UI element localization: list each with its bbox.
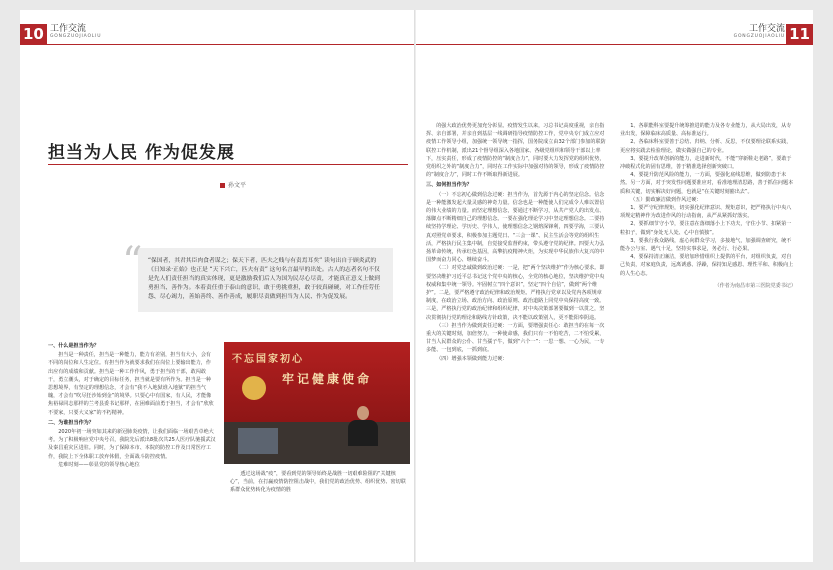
left-column-2 — [230, 470, 408, 495]
author-signoff: （作者为南昌市第三医院党委书记） — [714, 282, 796, 289]
photo-banner-1: 不忘国家初心 — [232, 354, 304, 365]
heading-what: 一、什么是担当作为？ — [48, 343, 99, 349]
photo-banner-2: 牢记健康使命 — [282, 372, 373, 386]
section-subtitle: GONGZUOJIAOLIU — [50, 34, 102, 39]
list-item: 4、要保持清正廉洁，要培加珍惜组织上提供的平台，对组织负责，对自己负责，对家庭负责，远离诱惑、浮躁，保持知足感恩、理性平和、积极向上的人生心态。 — [620, 254, 794, 277]
paragraph: （四）增强本领做到能力过硬： — [436, 355, 508, 362]
paragraph: 2020年初一场突如其来的新冠肺炎疫情，让我们面临一场艰苦卓绝大考。为了积极响应党中央号召，我院先后派出8批次共25人医疗队驰援武汉及秦昌重灾区进驻。同时，为了保障本市、本院的防控工作及日常医疗工作，我院上下全体职工放弃休假，全面战斗防控疫情。 — [48, 429, 216, 460]
paragraph: 的强大政治优势更加充分彰显。疫情发生以来，习总书记高度重视，亲自指挥、亲自部署，并亲自到基层一线调研指导疫情防控工作，党中央专门成立应对疫情工作领导小组，加强统一领导统一指挥，国务院成立由32个部门参加的联防联控工作机制，派出21个督导组深入各地国家、各级党组织和领导干部以上率下，压实责任，形成了疫情防控的“制度合力”，同时要大力发挥党的组织优势，党组织之外的“制度合力”，同时在工作实际中加强对待的领导，形成了疫情防控的“制度合力”，同时工作不断取得新进展。 — [426, 123, 606, 179]
page-number: 11 — [786, 24, 813, 44]
right-page — [416, 10, 813, 562]
list-item: 4、要提升防范风险的能力，一方面，要强化底线思维，做到防患于未然。另一方面，对于突发性问题要准应对，看准地理清思路，善于抓住问题本质和关键，切实解决好问题，也就是“在关键时刻豁出去”。 — [620, 172, 794, 195]
paragraph: 担当是一种责任，担当是一种能力，能力有差别，担当有大小，会有不同的岗位和人生定位。有担当作为就要求我们在岗位上要输出能力，作出应有的成绩和贡献。担当是一种工作作风，勇于担当的干部，敢闯敢干，勇立潮头，对于确定的目标任务，担当就是要有所作为。担当是一种思想境界，有坚定的理想信念，才会有“我不入地狱谁入地狱”的担当气魄，才会有“吹尽狂沙始到金”的境界。只要心中有国家，有人民，才能像焦裕禄同志那样的兰考县委书记那样，在困难面前勇于担当，才会有“欣欣不要家，只要大义家”的不朽精神。 — [48, 352, 214, 416]
meeting-photo — [224, 342, 410, 464]
left-column-1 — [48, 340, 216, 469]
article-title: 担当为人民 作为促发展 — [48, 143, 235, 163]
list-item: 1、要严守纪律规矩，切实强化纪律意识、规矩意识，把严格执行中央八项规定精神作为改进作风的行动指南，从严从紧抓好落实。 — [620, 205, 792, 220]
author-byline — [220, 180, 246, 189]
section-subtitle: GONGZUOJIAOLIU — [733, 34, 785, 39]
right-column-1 — [426, 122, 606, 363]
author-name: 孙文平 — [228, 182, 247, 189]
byline-mark — [220, 183, 225, 188]
header-rule — [416, 44, 813, 45]
list-item: 3、要提升改革创新的能力，走进新时代，不能“穿新鞋走老路”，要敢于冲破程式化的固有思维，善于精准选择创新突破口。 — [620, 155, 792, 171]
right-column-2 — [620, 122, 796, 290]
monitor-shape — [238, 428, 278, 454]
list-item: 1、各职能科室要提升统筹推进的能力及各专业能力，从大局出发，从专业出发，保障临床高质量、高标准运行。 — [620, 123, 792, 138]
quote-mark-icon: “ — [122, 239, 143, 285]
speaker-figure — [348, 406, 378, 446]
list-item: 3、要我行我众路线，虚心向群众学习，多接地气，加强调查研究，统不能办公与室、遇气十足，坚持实事求是，务必行、行必果。 — [620, 237, 792, 253]
list-item: 2、要抓细节守小节，要注意在落细落小上下功夫，守住小节、扣紧第一粒扣子，做到“身处无人处、心中自慎独”。 — [620, 221, 792, 236]
page-number: 10 — [20, 24, 47, 44]
section-title: 工作交流 — [748, 24, 785, 34]
pull-quote — [122, 239, 393, 312]
heading-for-whom: 二、为谁担当作为？ — [48, 419, 94, 426]
heading-how: 三、如何担当作为？ — [426, 182, 472, 189]
subheading: （五）勤政廉洁做到作风过硬： — [630, 196, 702, 203]
paragraph: 透过这场战“疫”，要看到党的领导始终是战胜一切艰难险阻的“关键核心”，当前，在打赢疫情防控阻击战中，我们党的政治优势、组织优势、密切联系群众优势转化为疫情的胜 — [230, 471, 406, 494]
party-emblem-icon — [242, 376, 266, 400]
paragraph: （三）担当作为做到责任过硬：一方面，要增强责任心：敢担当的在每一次重大的关键时刻，加倍努力，一种使命感，我们只有一不怕吃苦，二不怕受累，甘当人民群众的公仆、甘当孺子牛，做到“六个一”：一思一想、一心为民，一专多能、一包到底，一抓到底。 — [426, 322, 605, 354]
list-item: 2、各临床科室要善于总结、归纳、分析、反思，不仅要理论联系实践，更应将实践去检验理论，做实做强自己的专业。 — [620, 139, 792, 154]
paragraph: （二）对党忠诚做到政治过硬：一是，把“两个坚决维护”作为核心要求。即要坚决维护习近平总书记这个党中央的核心，全党的核心地位，坚决维护党中央权威和集中统一领导。牢固树立“四个意识”，坚定“四个自信”，做到“两个维护”。二是，要严格遵守政治纪律和政治规矩。严格执行党章以及党内各项规章制度，在政治立场、政治方向、政治原则、政治道路上同党中央保持高度一致。三是，严格执行党的政治纪律和组织纪律，对中央决策部署要做到一以贯之，坚决贯彻执行党的理论和路线方针政策，决不能以政策别人，更不能阳奉阴违。 — [426, 265, 605, 321]
quote-text: “保国者，其君其臣肉食者谋之；保天下者，匹夫之贱与有责焉耳矣” 读句出自于顾炎武的《日知录·正始》也正是 “天下兴亡，匹夫有责” 这句名言最早的出处。古人的志者名句不仅是先人们责任担当的真实体现，更是激励我们后人为国为民尽心尽责，才能真正意义上做到勇担当、善作为。本着责任重于泰山的意识，敢于勇挑重担，敢于较真碰硬，对工作任劳任怨、尽心竭力，善始善终、善作善成，履职尽责做到担当为人民、作为促发展。 — [148, 258, 380, 300]
title-rule — [48, 164, 408, 165]
paragraph: （一）不忘初心做到信念过硬：担当作为，首先源于内心的坚定信念。信念是一种能激发起大量灵感的神奇力量。信念也是一种能使人们完成令人难以置信的伟大业绩的力量。而坚定理想信念，要通过不断学习，从共产党人的出发点、落脚点不断精细自己的理想信念。一要在强化理论学习中坚定理想信念。二要持续坚持学理论、学历史、学伟人，使理想信念之钢熔深锋利，四要学海，三要认真对照党章要求，积极参加主题党日、“三会一课”、民主生活会等党的组织生活，严格执行民主集中制，自觉接受监督约束，带头遵守党的纪律。四要大力弘扬革命传统，传承红色基因，高擎抗疫精神火炬，为实现中华民族伟大复兴的中国梦而奋力同心、继续奋斗。 — [426, 191, 605, 264]
header-rule — [20, 44, 416, 45]
section-title: 工作交流 — [50, 24, 87, 34]
left-page — [20, 10, 416, 562]
paragraph: 危难时刻——彰显党的领导核心地位 — [58, 461, 140, 468]
